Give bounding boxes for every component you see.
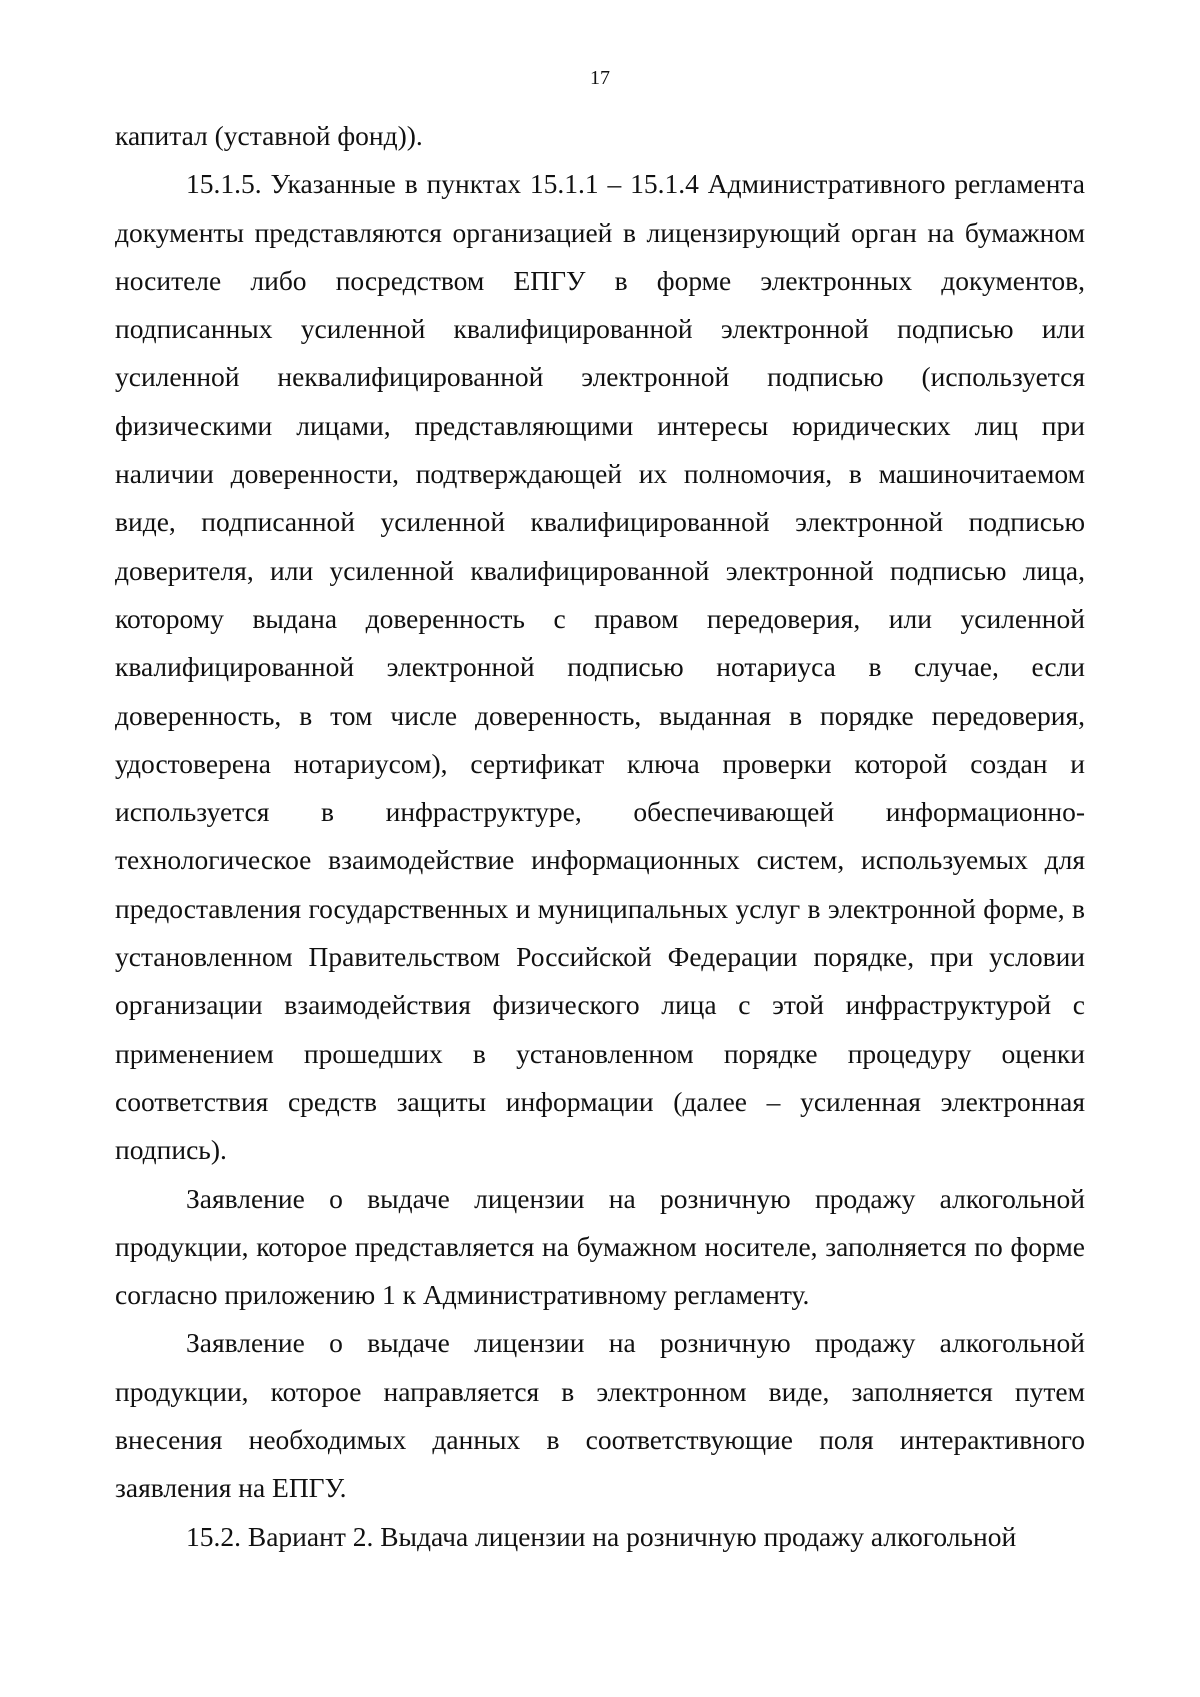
paragraph-15-2: 15.2. Вариант 2. Выдача лицензии на розничную продажу алкогольной: [186, 1520, 1017, 1552]
paragraph-15-1-5: 15.1.5. Указанные в пунктах 15.1.1 – 15.1.4 Административного регламента документы представляются организацией в лицензирующий орган на бумажном носителе либо посредством ЕПГУ в форме электронных документов, подписанных усиленной квалифицированной электронной подписью или усиленной неквалифицированной электронной подписью (используется физическими лицами, представляющими интересы юридических лиц при наличии доверенности, подтверждающей их полномочия, в машиночитаемом виде, подписанной усиленной квалифицированной электронной подписью доверителя, или усиленной квалифицированной электронной подписью лица, которому выдана доверенность с правом передоверия, или усиленной квалифицированной электронной подписью нотариуса в случае, если доверенность, в том числе доверенность, выданная в порядке передоверия, удостоверена нотариусом), сертификат ключа проверки которой создан и используется в инфраструктуре, обеспечивающей информационно-технологическое взаимодействие информационных систем, используемых для предоставления государственных и муниципальных услуг в электронной форме, в установленном Правительством Российской Федерации порядке, при условии организации взаимодействия физического лица с этой инфраструктурой с применением прошедших в установленном порядке процедуру оценки соответствия средств защиты информации (далее – усиленная электронная подпись).: [115, 168, 1085, 1166]
paragraph-electronic-application: Заявление о выдаче лицензии на розничную продажу алкогольной продукции, которое направляется в электронном виде, заполняется путем внесения необходимых данных в соответствующие поля интерактивного заявления на ЕПГУ.: [115, 1327, 1085, 1504]
paragraph-paper-application: Заявление о выдаче лицензии на розничную продажу алкогольной продукции, которое представляется на бумажном носителе, заполняется по форме согласно приложению 1 к Административному регламенту.: [115, 1182, 1085, 1311]
paragraph-continuation: капитал (уставной фонд)).: [115, 120, 423, 151]
page-number: 17: [590, 67, 610, 89]
document-body: [115, 112, 1085, 1561]
